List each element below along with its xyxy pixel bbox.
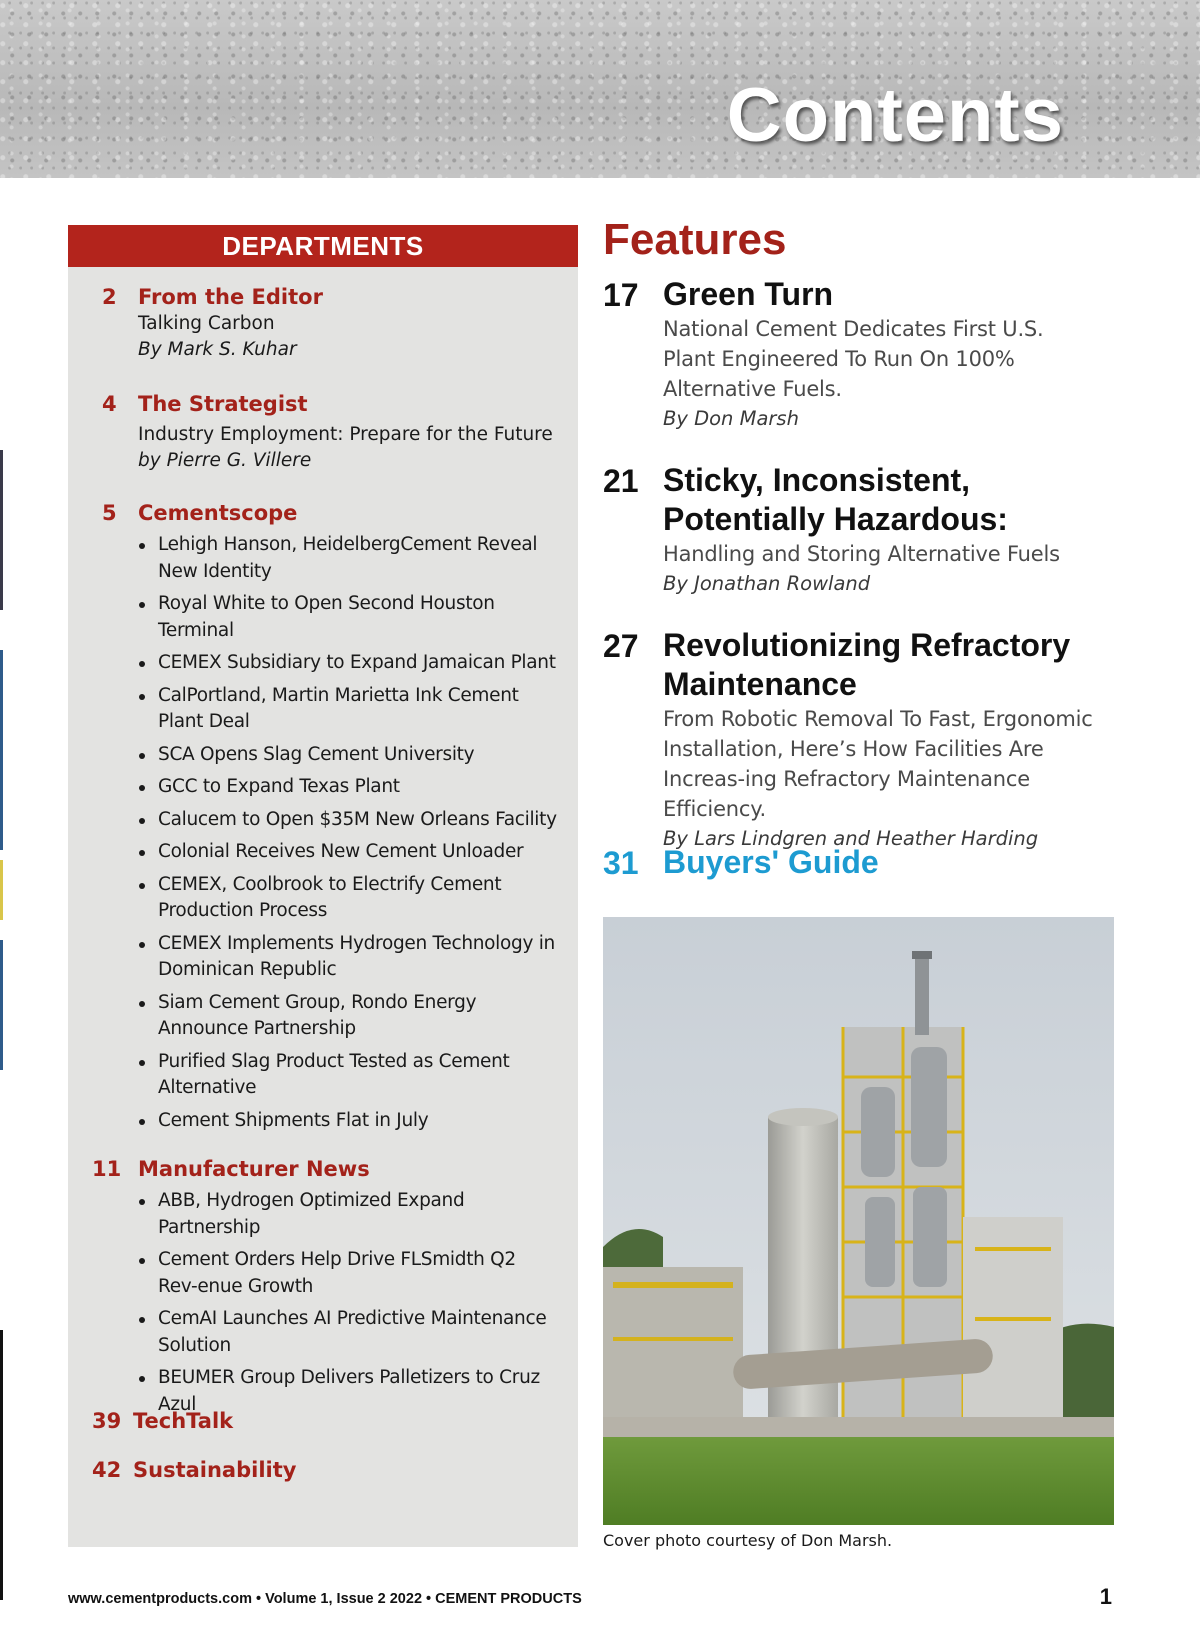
feature-byline: By Don Marsh — [663, 407, 799, 430]
page-edge-strip — [0, 450, 3, 610]
dept-title: TechTalk — [133, 1409, 234, 1433]
manufacturer-news-list — [138, 1188, 558, 1424]
dept-entry-sustainability[interactable] — [68, 1456, 578, 1484]
dept-byline: by Pierre G. Villere — [138, 450, 312, 471]
dept-entry-strategist[interactable] — [68, 390, 578, 474]
dept-title: From the Editor — [138, 285, 323, 309]
feature-title: Green Turn — [663, 276, 834, 312]
cementscope-list — [138, 532, 558, 1140]
feature-byline: By Lars Lindgren and Heather Harding — [663, 827, 1039, 850]
dept-entry-editor[interactable] — [68, 283, 578, 363]
feature-green-turn[interactable] — [603, 275, 1123, 434]
page-edge-strip — [0, 940, 3, 1070]
dept-entry-techtalk[interactable] — [68, 1407, 578, 1435]
list-item[interactable]: Lehigh Hanson, HeidelbergCement Reveal New Identity — [138, 532, 558, 585]
feature-description: National Cement Dedicates First U.S. Plant Engineered To Run On 100% Alternative Fuels. — [663, 317, 1044, 401]
dept-title: The Strategist — [138, 392, 308, 416]
dept-title: Manufacturer News — [138, 1157, 370, 1181]
dept-title: Cementscope — [138, 501, 298, 525]
page-number: 31 — [603, 845, 639, 881]
dept-subtitle: Talking Carbon — [138, 313, 275, 334]
list-item[interactable]: Purified Slag Product Tested as Cement Alternative — [138, 1049, 558, 1102]
list-item[interactable]: CEMEX Implements Hydrogen Technology in Dominican Republic — [138, 931, 558, 984]
feature-description: From Robotic Removal To Fast, Ergonomic Installation, Here’s How Facilities Are Increas-ing Refractory Maintenance Efficiency. — [663, 707, 1093, 821]
header-banner — [0, 0, 1200, 178]
feature-title: Sticky, Inconsistent, Potentially Hazardous: — [663, 462, 1008, 537]
list-item[interactable]: GCC to Expand Texas Plant — [138, 774, 558, 801]
feature-description: Handling and Storing Alternative Fuels — [663, 542, 1060, 566]
list-item[interactable]: Cement Orders Help Drive FLSmidth Q2 Rev-enue Growth — [138, 1247, 558, 1300]
list-item[interactable]: Royal White to Open Second Houston Terminal — [138, 591, 558, 644]
dept-entry-cementscope[interactable] — [68, 499, 578, 527]
page-number: 11 — [92, 1157, 122, 1181]
list-item[interactable]: ABB, Hydrogen Optimized Expand Partnership — [138, 1188, 558, 1241]
departments-panel — [68, 225, 578, 1547]
dept-title: Sustainability — [133, 1458, 297, 1482]
page-edge-strip — [0, 860, 3, 920]
list-item[interactable]: BEUMER Group Delivers Palletizers to Cruz Azul — [138, 1365, 558, 1418]
page-edge-strip — [0, 1330, 3, 1600]
page-number: 5 — [102, 501, 117, 525]
page-title: Contents — [726, 73, 1064, 158]
footer-credit: www.cementproducts.com • Volume 1, Issue 2 2022 • CEMENT PRODUCTS — [68, 1591, 582, 1607]
list-item[interactable]: CEMEX, Coolbrook to Electrify Cement Production Process — [138, 872, 558, 925]
page-number: 17 — [603, 277, 639, 313]
page-edge-strip — [0, 650, 3, 850]
dept-entry-manufacturer-news[interactable] — [68, 1155, 578, 1183]
page-folio: 1 — [1099, 1584, 1112, 1609]
dept-subtitle: Industry Employment: Prepare for the Future — [138, 424, 553, 445]
cover-photo — [603, 917, 1114, 1525]
feature-sticky-inconsistent[interactable] — [603, 461, 1123, 599]
feature-byline: By Jonathan Rowland — [663, 572, 871, 595]
page-number: 39 — [92, 1409, 122, 1433]
features-heading: Features — [603, 215, 787, 264]
photo-caption: Cover photo courtesy of Don Marsh. — [603, 1531, 893, 1550]
page-number: 4 — [102, 392, 117, 416]
list-item[interactable]: Siam Cement Group, Rondo Energy Announce Partnership — [138, 990, 558, 1043]
dept-byline: By Mark S. Kuhar — [138, 339, 297, 360]
list-item[interactable]: Cement Shipments Flat in July — [138, 1108, 558, 1135]
page-number: 42 — [92, 1458, 122, 1482]
list-item[interactable]: Colonial Receives New Cement Unloader — [138, 839, 558, 866]
feature-buyers-guide[interactable] — [603, 843, 1123, 882]
feature-refractory[interactable] — [603, 626, 1123, 854]
list-item[interactable]: CemAI Launches AI Predictive Maintenance Solution — [138, 1306, 558, 1359]
page-number: 27 — [603, 628, 639, 664]
list-item[interactable]: CEMEX Subsidiary to Expand Jamaican Plant — [138, 650, 558, 677]
feature-title: Revolutionizing Refractory Maintenance — [663, 627, 1071, 702]
list-item[interactable]: CalPortland, Martin Marietta Ink Cement Plant Deal — [138, 683, 558, 736]
feature-title: Buyers' Guide — [663, 844, 879, 880]
departments-heading: DEPARTMENTS — [68, 225, 578, 267]
list-item[interactable]: Calucem to Open $35M New Orleans Facility — [138, 807, 558, 834]
list-item[interactable]: SCA Opens Slag Cement University — [138, 742, 558, 769]
page-number: 2 — [102, 285, 117, 309]
page-number: 21 — [603, 463, 639, 499]
